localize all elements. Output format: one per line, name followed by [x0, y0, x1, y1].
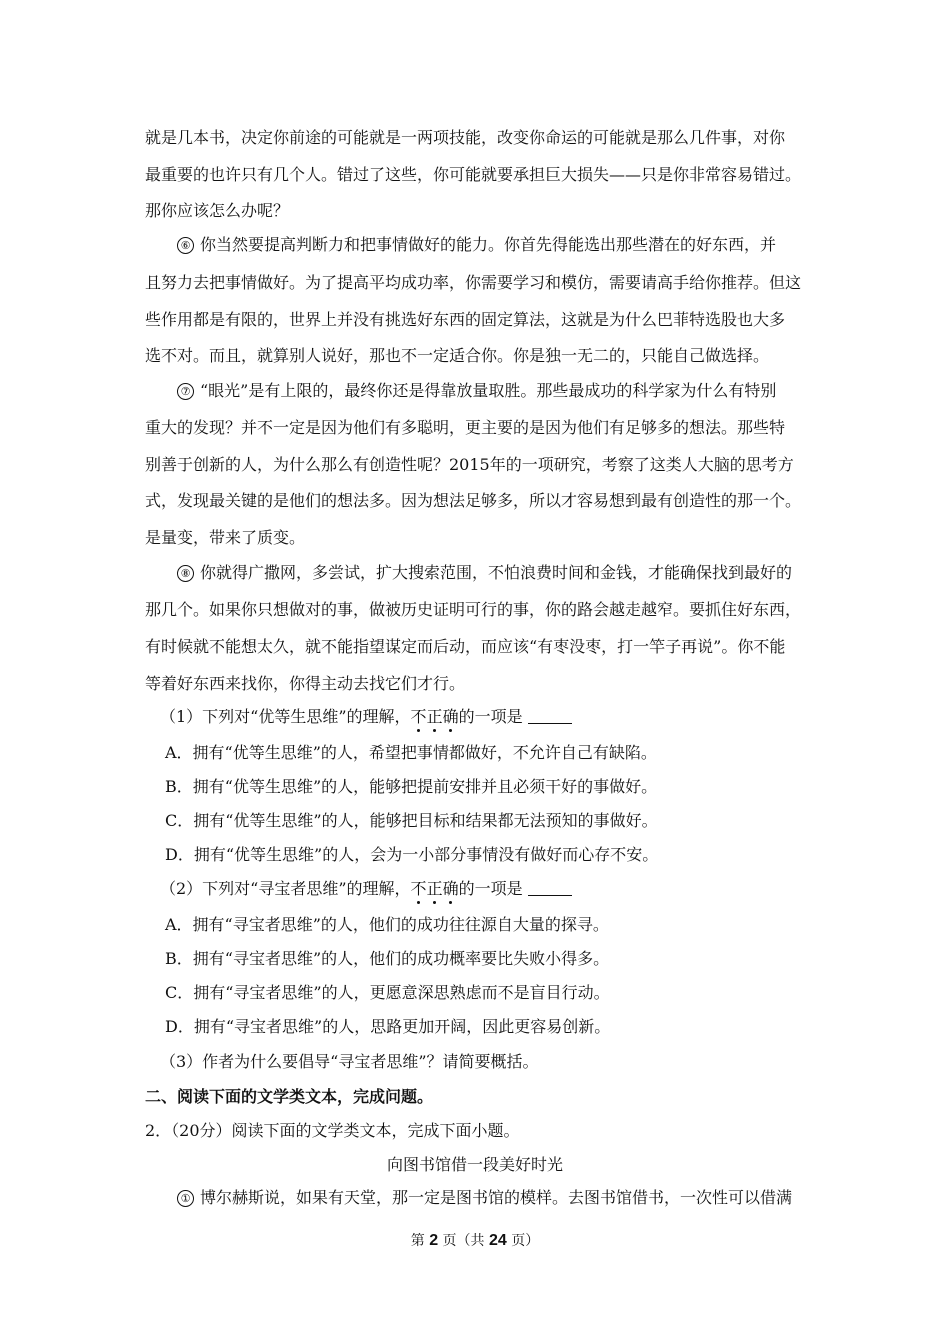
emphasis-char: 不 [410, 879, 427, 898]
emphasis-char: 确 [442, 879, 459, 898]
option-a: A．拥有“寻宝者思维”的人，他们的成功往往源自大量的探寻。 [165, 915, 609, 934]
paragraph-number: ① [177, 1190, 194, 1207]
option-c: C．拥有“寻宝者思维”的人，更愿意深思熟虑而不是盲目行动。 [165, 983, 610, 1002]
passage-line: 别善于创新的人，为什么那么有创造性呢？2015年的一项研究，考察了这类人大脑的思考方 [145, 455, 794, 474]
option-d: D．拥有“优等生思维”的人，会为一小部分事情没有做好而心存不安。 [165, 845, 659, 864]
paragraph-7-first-line [177, 381, 847, 401]
item-header: 2．（20分）阅读下面的文学类文本，完成下面小题。 [145, 1121, 520, 1140]
question-text: （1）下列对“优等生思维”的理解， [160, 707, 411, 726]
emphasis-char: 确 [442, 707, 459, 726]
paragraph-8-first-line [177, 563, 847, 583]
paragraph-6-first-line [177, 235, 847, 255]
article-title: 向图书馆借一段美好时光 [386, 1155, 563, 1174]
passage-text: 你当然要提高判断力和把事情做好的能力。你首先得能选出那些潜在的好东西，并 [200, 235, 777, 254]
passage-line: 那你应该怎么办呢？ [145, 201, 290, 220]
option-c: C．拥有“优等生思维”的人，能够把目标和结果都无法预知的事做好。 [165, 811, 658, 830]
page-number: 2 [429, 1232, 439, 1249]
passage-line: 是量变，带来了质变。 [145, 528, 306, 547]
emphasis-char: 正 [426, 707, 443, 726]
passage-text: “眼光”是有上限的，最终你还是得靠放量取胜。那些最成功的科学家为什么有特别 [200, 381, 777, 400]
total-pages: 24 [489, 1232, 507, 1249]
answer-blank[interactable] [528, 881, 572, 896]
footer-text: 页） [511, 1233, 540, 1249]
question-3: （3）作者为什么要倡导“寻宝者思维”？请简要概括。 [160, 1052, 539, 1071]
passage-line: 那几个。如果你只想做对的事，做被历史证明可行的事，你的路会越走越窄。要抓住好东西， [145, 600, 802, 619]
option-b: B．拥有“寻宝者思维”的人，他们的成功概率要比失败小得多。 [165, 949, 610, 968]
passage-line: 最重要的也许只有几个人。错过了这些，你可能就要承担巨大损失——只是你非常容易错过。 [145, 165, 802, 184]
passage-line: 些作用都是有限的，世界上并没有挑选好东西的固定算法，这就是为什么巴菲特选股也大多 [145, 310, 786, 329]
option-a: A．拥有“优等生思维”的人，希望把事情都做好，不允许自己有缺陷。 [165, 743, 657, 762]
answer-blank[interactable] [528, 709, 572, 724]
question-2 [160, 879, 830, 899]
passage-line: 重大的发现？并不一定是因为他们有多聪明，更主要的是因为他们有足够多的想法。那些特 [145, 418, 786, 437]
article-first-line [177, 1188, 847, 1208]
paragraph-number: ⑧ [177, 565, 194, 582]
passage-line: 等着好东西来找你，你得主动去找它们才行。 [145, 674, 466, 693]
option-d: D．拥有“寻宝者思维”的人，思路更加开阔，因此更容易创新。 [165, 1017, 611, 1036]
paragraph-number: ⑥ [177, 237, 194, 254]
section-heading: 二、阅读下面的文学类文本，完成问题。 [145, 1087, 434, 1106]
passage-line: 就是几本书，决定你前途的可能就是一两项技能，改变你命运的可能就是那么几件事，对你 [145, 128, 786, 147]
question-text: （2）下列对“寻宝者思维”的理解， [160, 879, 411, 898]
question-text: 的一项是 [458, 879, 523, 898]
question-text: 的一项是 [458, 707, 523, 726]
option-b: B．拥有“优等生思维”的人，能够把提前安排并且必须干好的事做好。 [165, 777, 658, 796]
passage-text: 博尔赫斯说，如果有天堂，那一定是图书馆的模样。去图书馆借书，一次性可以借满 [200, 1188, 793, 1207]
footer-text: 第 [410, 1233, 425, 1249]
page-footer [0, 1230, 950, 1250]
paragraph-number: ⑦ [177, 383, 194, 400]
passage-text: 你就得广撒网，多尝试，扩大搜索范围，不怕浪费时间和金钱，才能确保找到最好的 [200, 563, 793, 582]
passage-line: 选不对。而且，就算别人说好，那也不一定适合你。你是独一无二的，只能自己做选择。 [145, 346, 770, 365]
question-1 [160, 707, 830, 727]
emphasis-char: 正 [426, 879, 443, 898]
emphasis-char: 不 [410, 707, 427, 726]
footer-text: 页（共 [442, 1233, 485, 1249]
passage-line: 式，发现最关键的是他们的想法多。因为想法足够多，所以才容易想到最有创造性的那一个。 [145, 491, 802, 510]
passage-line: 且努力去把事情做好。为了提高平均成功率，你需要学习和模仿，需要请高手给你推荐。但这 [145, 273, 802, 292]
passage-line: 有时候就不能想太久，就不能指望谋定而后动，而应该“有枣没枣，打一竿子再说”。你不能 [145, 637, 786, 656]
